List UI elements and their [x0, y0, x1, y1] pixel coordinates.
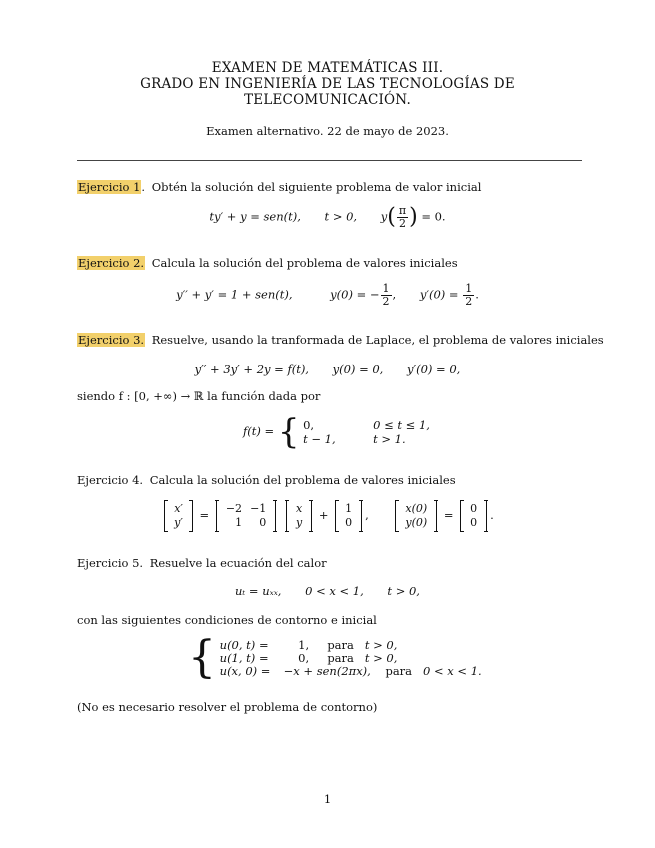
exercise-4-text: Calcula la solución del problema de valores iniciales — [149, 473, 456, 487]
exercise-3-equation — [0, 362, 655, 376]
ex2-cond2: y′(0) = — [419, 287, 459, 302]
condition-row: u(1, t) = 0, para t > 0, — [219, 650, 398, 665]
header-divider — [77, 160, 582, 161]
exercise-2-equation: y′′ + y′ = 1 + sen(t), y(0) = − $\frac{1}{2}$ , y′(0) = $\frac{1}{2}$ . — [176, 282, 479, 308]
exercise-1-statement: Ejercicio 1. Obtén la solución del siguiente problema de valor inicial — [78, 180, 482, 194]
exercise-5-text: Resuelve la ecuación del calor — [149, 556, 327, 570]
heat-cond-x: 0 < x < 1, — [305, 584, 364, 598]
exercise-4-system: x′ y′ = −2 −1 1 0 x y + 1 0 , x(0) y(0) = 0 0 . — [0, 500, 655, 532]
condition-row: u(0, t) = 1, para t > 0, — [219, 637, 398, 652]
ex3-eq: y′′ + 3y′ + 2y = f(t), — [194, 362, 309, 376]
exercise-4-statement — [77, 473, 456, 487]
exercise-3-text: Resuelve, usando la tranformada de Laplace, el problema de valores iniciales — [151, 333, 604, 347]
exam-subtitle: Examen alternativo. 22 de mayo de 2023. — [206, 124, 449, 138]
heat-eq: uₜ = uₓₓ, — [235, 584, 282, 598]
ex1-eq-right: = 0. — [421, 209, 446, 224]
exercise-2-text: Calcula la solución del problema de valores iniciales — [151, 256, 458, 270]
exercise-2-label: Ejercicio 2. — [78, 256, 145, 270]
ex1-fraction: $\frac{\pi}{2}$ — [398, 204, 407, 230]
exam-title-line1: EXAMEN DE MATEMÁTICAS III. — [211, 60, 444, 76]
ex2-eq-main: y′′ + y′ = 1 + sen(t), — [176, 287, 293, 302]
exam-title-line2: GRADO EN INGENIERÍA DE LAS TECNOLOGÍAS DE — [140, 76, 515, 92]
boundary-conditions: { u(0, t) = 1, para t > 0, u(1, t) = 0, para t > 0, u(x, 0) = −x + sen(2πx), para 0 < x < 1. — [188, 632, 482, 683]
ex1-eq-y: y — [380, 209, 388, 224]
exercise-1-equation: ty′ + y = sen(t), t > 0, y( $\frac{\pi}{2}$ ) = 0. — [209, 204, 446, 230]
vector-initial: x(0) y(0) — [395, 500, 437, 532]
exercise-3-siendo: siendo f : [0, +∞) → ℝ la función dada por — [77, 389, 321, 403]
exercise-5-note: (No es necesario resolver el problema de contorno) — [77, 700, 378, 714]
exercise-2-statement — [77, 256, 458, 270]
heat-equation — [0, 584, 655, 598]
exercise-3-statement — [77, 333, 604, 347]
ex3-cond1: y(0) = 0, — [332, 362, 384, 376]
exam-title-line3: TELECOMUNICACIÓN. — [244, 92, 411, 108]
ex1-eq-cond: t > 0, — [324, 209, 358, 224]
piecewise-function: f(t) = { 0, 0 ≤ t ≤ 1, t − 1, t > 1. — [243, 412, 430, 452]
exercise-1-text: Obtén la solución del siguiente problema de valor inicial — [151, 180, 482, 194]
coefficient-matrix: −2 −1 1 0 — [216, 500, 276, 532]
condition-row: u(x, 0) = −x + sen(2πx), para 0 < x < 1. — [219, 663, 482, 678]
ex3-cond2: y′(0) = 0, — [407, 362, 461, 376]
exercise-1-label: Ejercicio 1 — [78, 180, 141, 194]
exercise-5-statement — [77, 556, 327, 570]
exercise-5-with: con las siguientes condiciones de contorno e inicial — [77, 613, 377, 627]
ex1-eq-left: ty′ + y = sen(t), — [209, 209, 301, 224]
ex2-cond1: y(0) = − — [330, 287, 380, 302]
exercise-4-label: Ejercicio 4. — [77, 473, 144, 487]
heat-cond-t: t > 0, — [387, 584, 420, 598]
exercise-3-label: Ejercicio 3. — [78, 333, 145, 347]
vector-xy: x y — [286, 500, 312, 532]
vector-derivative: x′ y′ — [164, 500, 193, 532]
vector-zero: 0 0 — [460, 500, 487, 532]
exercise-5-label: Ejercicio 5. — [77, 556, 144, 570]
page-number: 1 — [323, 792, 332, 806]
f-definition: f(t) = — [243, 424, 275, 438]
vector-b: 1 0 — [335, 500, 362, 532]
